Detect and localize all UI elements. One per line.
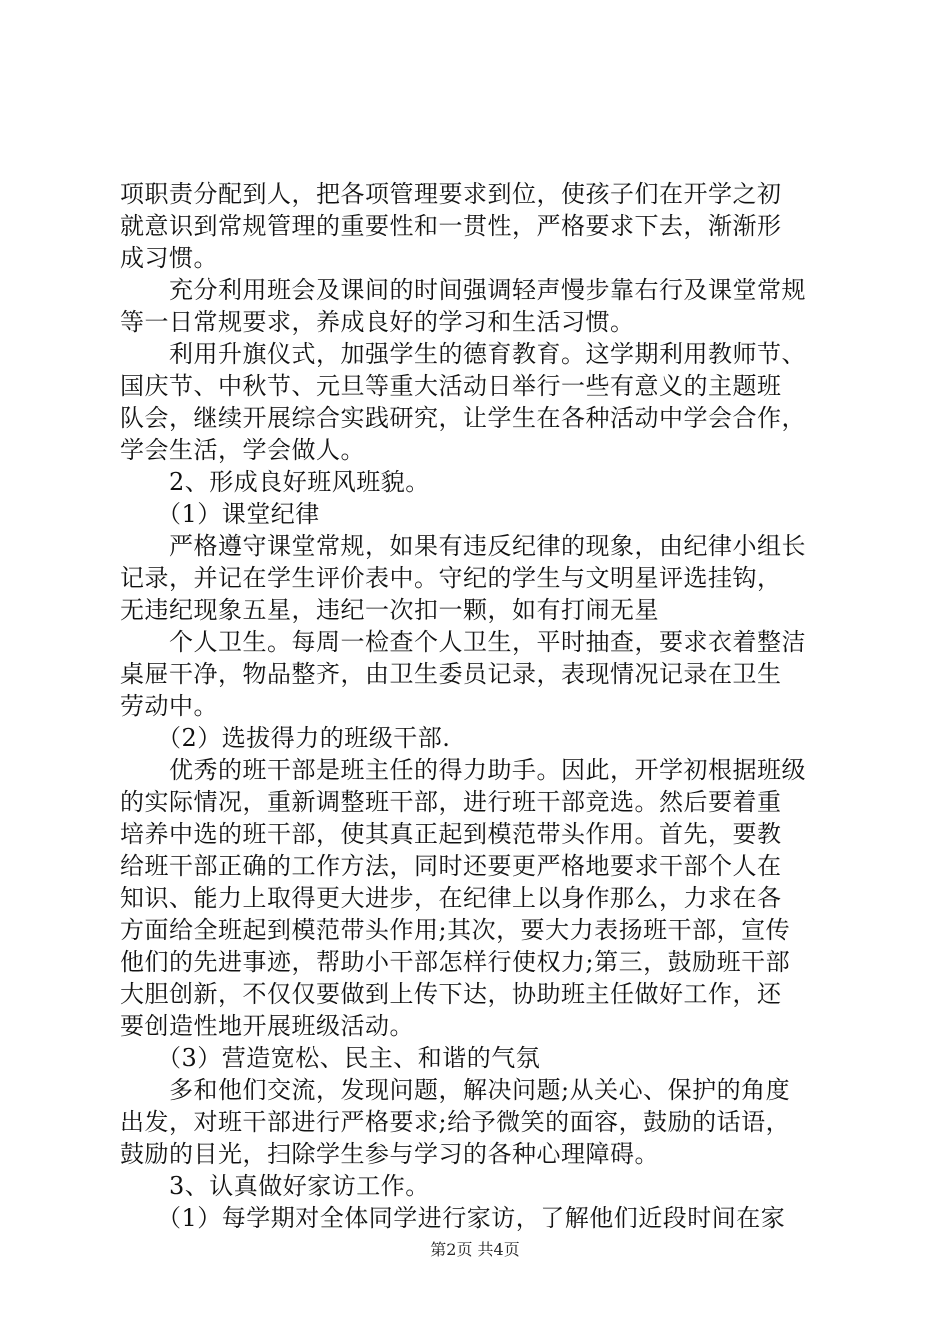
text-line: 学会生活，学会做人。 bbox=[120, 436, 365, 464]
text-line: 无违纪现象五星，违纪一次扣一颗，如有打闹无星 bbox=[120, 596, 659, 624]
text-line: 劳动中。 bbox=[120, 692, 218, 720]
text-line: 严格遵守课堂常规，如果有违反纪律的现象，由纪律小组长 bbox=[120, 532, 806, 560]
subsection-heading: （1）课堂纪律 bbox=[120, 500, 320, 528]
text-line: 记录，并记在学生评价表中。守纪的学生与文明星评选挂钩， bbox=[120, 564, 782, 592]
section-heading: 2、形成良好班风班貌。 bbox=[120, 468, 430, 496]
text-line: 队会，继续开展综合实践研究，让学生在各种活动中学会合作， bbox=[120, 404, 806, 432]
text-line: 桌屉干净，物品整齐，由卫生委员记录，表现情况记录在卫生 bbox=[120, 660, 782, 688]
text-line: 他们的先进事迹，帮助小干部怎样行使权力;第三，鼓励班干部 bbox=[120, 948, 791, 976]
text-line: 培养中选的班干部，使其真正起到模范带头作用。首先，要教 bbox=[120, 820, 782, 848]
text-line: 成习惯。 bbox=[120, 244, 218, 272]
text-line: 项职责分配到人，把各项管理要求到位，使孩子们在开学之初 bbox=[120, 180, 782, 208]
text-line: 的实际情况，重新调整班干部，进行班干部竞选。然后要着重 bbox=[120, 788, 782, 816]
text-line: （1）每学期对全体同学进行家访，了解他们近段时间在家 bbox=[120, 1204, 786, 1232]
text-line: 多和他们交流，发现问题，解决问题;从关心、保护的角度 bbox=[120, 1076, 791, 1104]
page-number-footer: 第2页 共4页 bbox=[430, 1240, 520, 1259]
text-line: 充分利用班会及课间的时间强调轻声慢步靠右行及课堂常规 bbox=[120, 276, 806, 304]
text-line: 知识、能力上取得更大进步，在纪律上以身作那么，力求在各 bbox=[120, 884, 782, 912]
subsection-heading: （2）选拔得力的班级干部. bbox=[120, 724, 451, 752]
text-line: 就意识到常规管理的重要性和一贯性，严格要求下去，渐渐形 bbox=[120, 212, 782, 240]
text-line: 个人卫生。每周一检查个人卫生，平时抽查，要求衣着整洁 bbox=[120, 628, 806, 656]
text-line: 利用升旗仪式，加强学生的德育教育。这学期利用教师节、 bbox=[120, 340, 806, 368]
text-line: 给班干部正确的工作方法，同时还要更严格地要求干部个人在 bbox=[120, 852, 782, 880]
text-line: 鼓励的目光，扫除学生参与学习的各种心理障碍。 bbox=[120, 1140, 659, 1168]
text-line: 出发，对班干部进行严格要求;给予微笑的面容，鼓励的话语， bbox=[120, 1108, 791, 1136]
section-heading: 3、认真做好家访工作。 bbox=[120, 1172, 430, 1200]
subsection-heading: （3）营造宽松、民主、和谐的气氛 bbox=[120, 1044, 541, 1072]
text-line: 国庆节、中秋节、元旦等重大活动日举行一些有意义的主题班 bbox=[120, 372, 782, 400]
text-line: 大胆创新，不仅仅要做到上传下达，协助班主任做好工作，还 bbox=[120, 980, 782, 1008]
document-body bbox=[120, 178, 835, 1234]
text-line: 方面给全班起到模范带头作用;其次，要大力表扬班干部，宣传 bbox=[120, 916, 791, 944]
text-line: 要创造性地开展班级活动。 bbox=[120, 1012, 414, 1040]
text-line: 等一日常规要求，养成良好的学习和生活习惯。 bbox=[120, 308, 635, 336]
text-line: 优秀的班干部是班主任的得力助手。因此，开学初根据班级 bbox=[120, 756, 806, 784]
